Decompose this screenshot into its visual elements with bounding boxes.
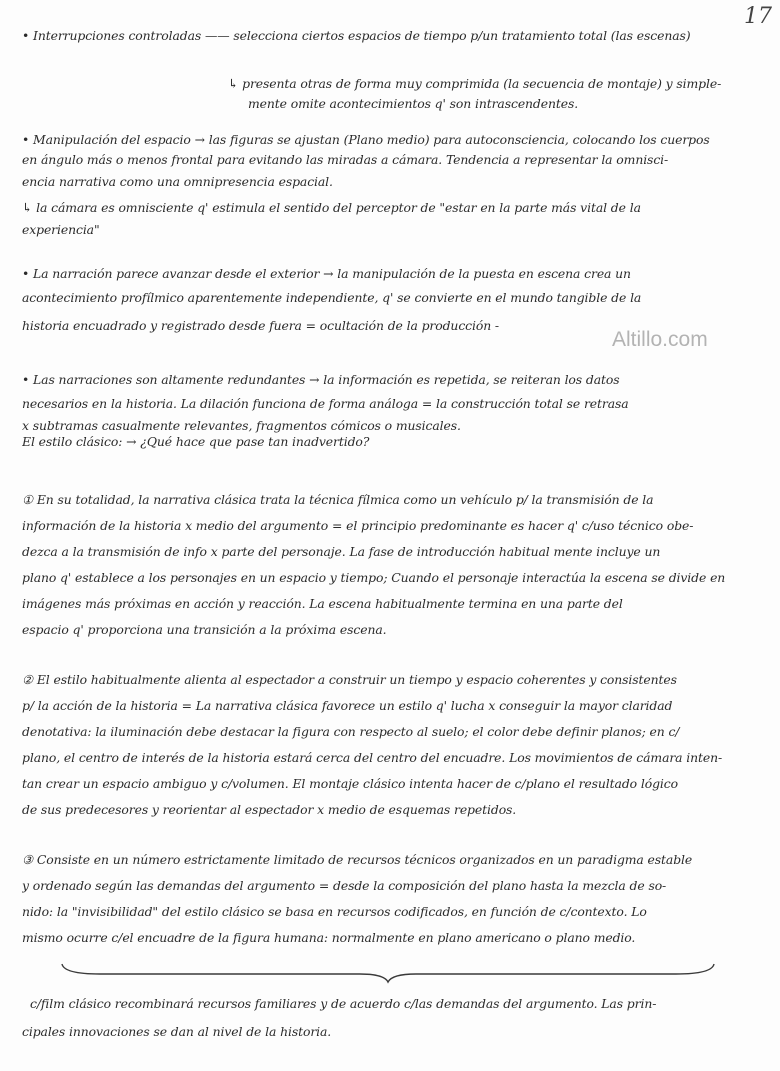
note-line: tan crear un espacio ambiguo y c/volumen. El montaje clásico intenta hacer de c/plano el resultado lógico — [22, 776, 678, 791]
note-line: • Interrupciones controladas —— selecciona ciertos espacios de tiempo p/un tratamiento total (las escenas) — [22, 28, 691, 43]
note-line: dezca a la transmisión de info x parte del personaje. La fase de introducción habitual mente incluye un — [22, 544, 661, 559]
note-line: nido: la "invisibilidad" del estilo clásico se basa en recursos codificados, en función de c/contexto. Lo — [22, 904, 647, 919]
note-line: x subtramas casualmente relevantes, fragmentos cómicos o musicales. — [22, 418, 461, 433]
note-line: plano q' establece a los personajes en un espacio y tiempo; Cuando el personaje interactúa la escena se divide en — [22, 570, 726, 585]
note-line: cipales innovaciones se dan al nivel de la historia. — [22, 1024, 332, 1039]
note-line: p/ la acción de la historia = La narrativa clásica favorece un estilo q' lucha x conseguir la mayor claridad — [22, 698, 673, 713]
note-line: ③ Consiste en un número estrictamente limitado de recursos técnicos organizados en un paradigma estable — [22, 852, 693, 867]
note-line: • Manipulación del espacio → las figuras se ajustan (Plano medio) para autoconsciencia, colocando los cuerpos — [22, 132, 710, 147]
note-line: historia encuadrado y registrado desde fuera = ocultación de la producción - — [22, 318, 500, 333]
note-line: en ángulo más o menos frontal para evitando las miradas a cámara. Tendencia a representar la omnisci- — [22, 152, 669, 167]
note-line: denotativa: la iluminación debe destacar la figura con respecto al suelo; el color debe definir planos; en c/ — [22, 724, 680, 739]
note-line: • La narración parece avanzar desde el exterior → la manipulación de la puesta en escena crea un — [22, 266, 631, 281]
watermark: Altillo.com — [612, 328, 708, 351]
note-line: ① En su totalidad, la narrativa clásica trata la técnica fílmica como un vehículo p/ la transmisión de la — [22, 492, 654, 507]
note-line: espacio q' proporciona una transición a la próxima escena. — [22, 622, 387, 637]
note-line: experiencia" — [22, 222, 100, 237]
note-line: encia narrativa como una omnipresencia espacial. — [22, 174, 333, 189]
note-line: mismo ocurre c/el encuadre de la figura humana: normalmente en plano americano o plano medio. — [22, 930, 636, 945]
page-number: 17 — [744, 4, 772, 29]
note-line: información de la historia x medio del argumento = el principio predominante es hacer q' c/uso técnico obe- — [22, 518, 694, 533]
note-line: necesarios en la historia. La dilación funciona de forma análoga = la construcción total se retrasa — [22, 396, 629, 411]
note-line-struck: y ordenado según las demandas del argumento = desde la composición del plano hasta la mezcla de so- — [22, 878, 667, 893]
curly-brace-icon — [60, 962, 716, 984]
note-line: • Las narraciones son altamente redundantes → la información es repetida, se reiteran los datos — [22, 372, 620, 387]
note-line: c/film clásico recombinará recursos familiares y de acuerdo c/las demandas del argumento. Las prin- — [30, 996, 657, 1011]
note-line: imágenes más próximas en acción y reacción. La escena habitualmente termina en una parte del — [22, 596, 623, 611]
note-line: ② El estilo habitualmente alienta al espectador a construir un tiempo y espacio coherentes y consistentes — [22, 672, 677, 687]
note-line: ↳ presenta otras de forma muy comprimida (la secuencia de montaje) y simple- — [228, 76, 722, 91]
note-line: ↳ la cámara es omnisciente q' estimula el sentido del perceptor de "estar en la parte más vital de la — [22, 200, 641, 215]
note-line: acontecimiento profílmico aparentemente independiente, q' se convierte en el mundo tangible de la — [22, 290, 642, 305]
section-heading-estilo-clasico: El estilo clásico: → ¿Qué hace que pase tan inadvertido? — [22, 434, 370, 449]
note-line: plano, el centro de interés de la historia estará cerca del centro del encuadre. Los movimientos de cámara inten- — [22, 750, 723, 765]
note-line: de sus predecesores y reorientar al espectador x medio de esquemas repetidos. — [22, 802, 517, 817]
note-line: mente omite acontecimientos q' son intrascendentes. — [248, 96, 579, 111]
